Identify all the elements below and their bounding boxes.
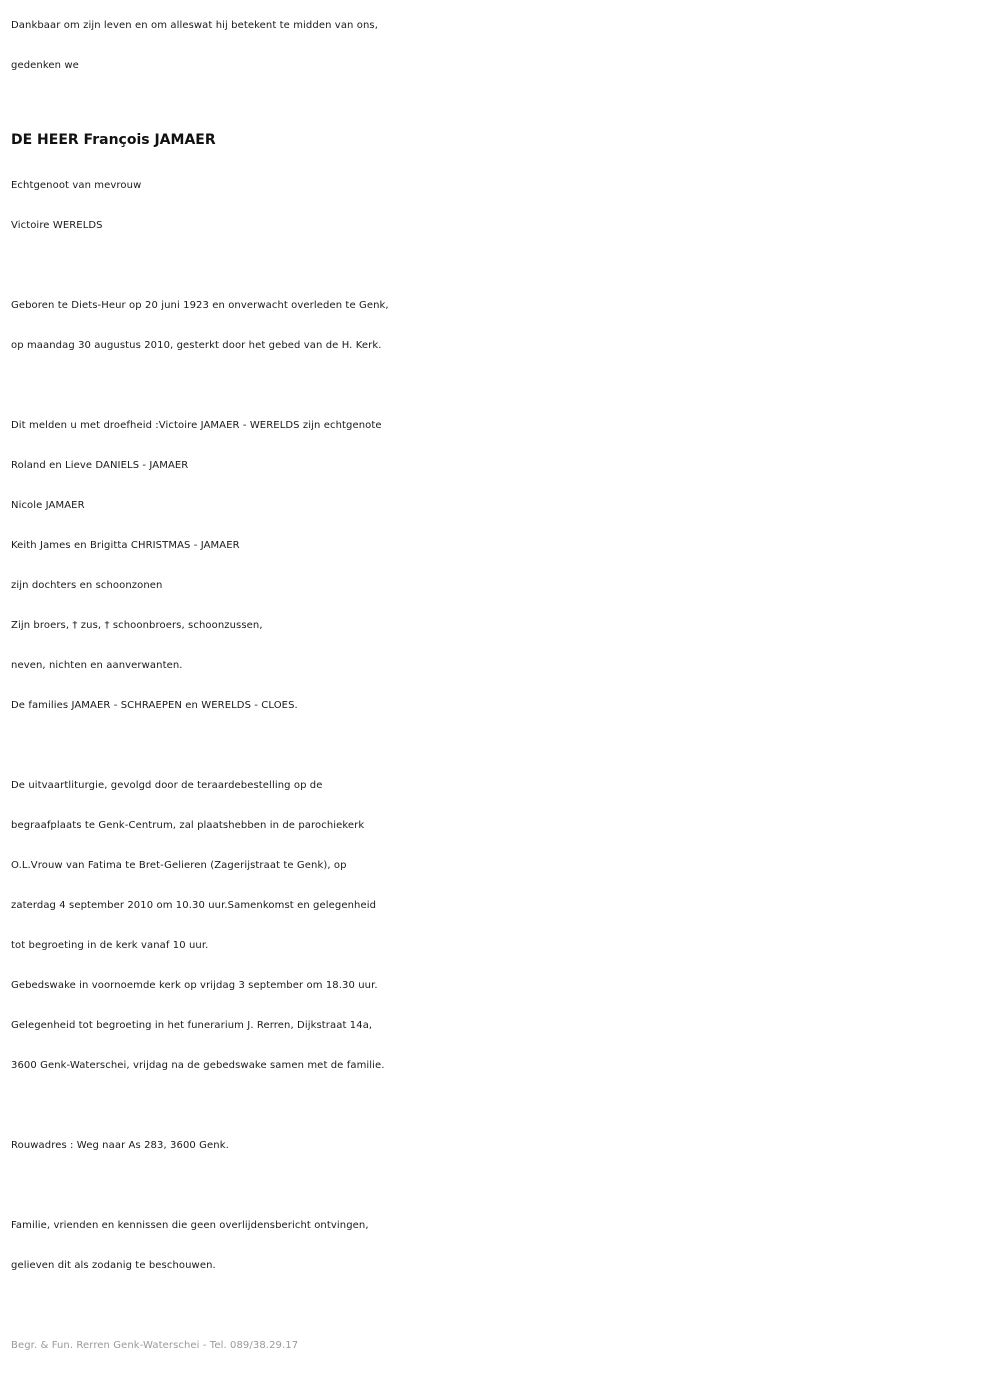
family-line: Keith James en Brigitta CHRISTMAS - JAMAER — [11, 540, 240, 551]
birth-death-line: op maandag 30 augustus 2010, gesterkt door het gebed van de H. Kerk. — [11, 340, 382, 351]
birth-death-line: Geboren te Diets-Heur op 20 juni 1923 en onverwacht overleden te Genk, — [11, 300, 389, 311]
funeral-line: Gelegenheid tot begroeting in het funerarium J. Rerren, Dijkstraat 14a, — [11, 1020, 373, 1031]
funeral-paragraph — [11, 766, 991, 1086]
family-line: Nicole JAMAER — [11, 500, 85, 511]
funeral-line: begraafplaats te Genk-Centrum, zal plaatshebben in de parochiekerk — [11, 820, 365, 831]
birth-death-paragraph — [11, 286, 991, 366]
spouse-paragraph — [11, 166, 991, 246]
intro-line: Dankbaar om zijn leven en om alleswat hij betekent te midden van ons, — [11, 20, 379, 31]
family-line: zijn dochters en schoonzonen — [11, 580, 163, 591]
family-line: neven, nichten en aanverwanten. — [11, 660, 183, 671]
closing-line: Familie, vrienden en kennissen die geen overlijdensbericht ontvingen, — [11, 1220, 369, 1231]
deceased-name: DE HEER François JAMAER — [11, 132, 216, 148]
mourning-address: Rouwadres : Weg naar As 283, 3600 Genk. — [11, 1140, 229, 1151]
funeral-line: 3600 Genk-Waterschei, vrijdag na de gebedswake samen met de familie. — [11, 1060, 385, 1071]
family-paragraph — [11, 406, 991, 726]
intro-paragraph — [11, 6, 991, 86]
funeral-line: tot begroeting in de kerk vanaf 10 uur. — [11, 940, 209, 951]
family-line: De families JAMAER - SCHRAEPEN en WERELDS - CLOES. — [11, 700, 298, 711]
family-line: Zijn broers, † zus, † schoonbroers, schoonzussen, — [11, 620, 263, 631]
funeral-line: O.L.Vrouw van Fatima te Bret-Gelieren (Zagerijstraat te Genk), op — [11, 860, 347, 871]
funeral-line: De uitvaartliturgie, gevolgd door de teraardebestelling op de — [11, 780, 323, 791]
closing-paragraph — [11, 1206, 991, 1286]
funeral-line: zaterdag 4 september 2010 om 10.30 uur.Samenkomst en gelegenheid — [11, 900, 377, 911]
spouse-line: Echtgenoot van mevrouw — [11, 180, 142, 191]
family-line: Roland en Lieve DANIELS - JAMAER — [11, 460, 189, 471]
family-line: Dit melden u met droefheid :Victoire JAMAER - WERELDS zijn echtgenote — [11, 420, 382, 431]
funeral-home-footer: Begr. & Fun. Rerren Genk-Waterschei - Tel. 089/38.29.17 — [11, 1340, 299, 1351]
intro-line: gedenken we — [11, 60, 79, 71]
spouse-line: Victoire WERELDS — [11, 220, 103, 231]
funeral-line: Gebedswake in voornoemde kerk op vrijdag 3 september om 18.30 uur. — [11, 980, 378, 991]
closing-line: gelieven dit als zodanig te beschouwen. — [11, 1260, 216, 1271]
